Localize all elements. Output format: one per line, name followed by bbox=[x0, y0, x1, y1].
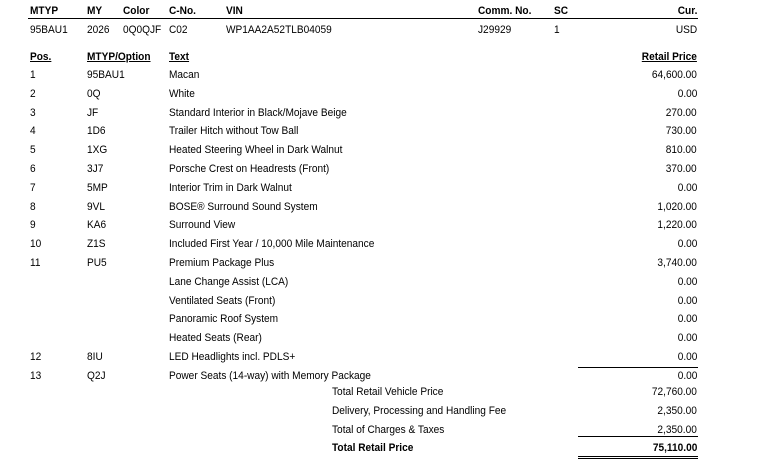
header-label-currency: Cur. bbox=[677, 5, 697, 17]
total-retail-vehicle-price-value: 72,760.00 bbox=[651, 386, 697, 398]
header-label-color: Color bbox=[123, 5, 150, 17]
row-description: Heated Seats (Rear) bbox=[169, 332, 262, 344]
row-pos: 8 bbox=[30, 201, 36, 213]
delivery-fee-label: Delivery, Processing and Handling Fee bbox=[332, 405, 507, 417]
header-value-comm-no: J29929 bbox=[478, 24, 512, 36]
row-retail-price: 0.00 bbox=[677, 182, 697, 194]
row-option-code: 95BAU1 bbox=[87, 69, 125, 81]
column-header-retail-price: Retail Price bbox=[641, 51, 697, 63]
row-retail-price: 370.00 bbox=[666, 163, 697, 175]
row-retail-price: 1,220.00 bbox=[657, 219, 697, 231]
header-label-cno: C-No. bbox=[169, 5, 196, 17]
row-description: Panoramic Roof System bbox=[169, 313, 279, 325]
total-double-rule-top bbox=[578, 456, 698, 457]
row-retail-price: 3,740.00 bbox=[657, 257, 697, 269]
header-label-mtyp: MTYP bbox=[30, 5, 59, 17]
charges-taxes-value: 2,350.00 bbox=[657, 424, 697, 436]
row-description: Ventilated Seats (Front) bbox=[169, 295, 276, 307]
row-retail-price: 0.00 bbox=[677, 351, 697, 363]
row-retail-price: 0.00 bbox=[677, 295, 697, 307]
row-pos: 3 bbox=[30, 107, 36, 119]
row-pos: 13 bbox=[30, 370, 42, 382]
row-pos: 9 bbox=[30, 219, 36, 231]
row-description: Trailer Hitch without Tow Ball bbox=[169, 125, 299, 137]
row-retail-price: 64,600.00 bbox=[651, 69, 697, 81]
row-retail-price: 270.00 bbox=[666, 107, 697, 119]
row-pos: 1 bbox=[30, 69, 36, 81]
row-description: Standard Interior in Black/Mojave Beige bbox=[169, 107, 347, 119]
header-rule bbox=[28, 18, 698, 19]
row-option-code: 9VL bbox=[87, 201, 106, 213]
header-value-mtyp: 95BAU1 bbox=[30, 24, 68, 36]
header-value-currency: USD bbox=[675, 24, 697, 36]
row-pos: 7 bbox=[30, 182, 36, 194]
charges-rule bbox=[578, 436, 698, 437]
row-description: White bbox=[169, 88, 195, 100]
row-option-code: Q2J bbox=[87, 370, 106, 382]
row-pos: 12 bbox=[30, 351, 42, 363]
header-label-vin: VIN bbox=[226, 5, 243, 17]
row-description: Interior Trim in Dark Walnut bbox=[169, 182, 292, 194]
row-retail-price: 0.00 bbox=[677, 332, 697, 344]
row-retail-price: 0.00 bbox=[677, 313, 697, 325]
row-description: Heated Steering Wheel in Dark Walnut bbox=[169, 144, 343, 156]
row-pos: 2 bbox=[30, 88, 36, 100]
row-retail-price: 730.00 bbox=[666, 125, 697, 137]
column-header-pos: Pos. bbox=[30, 51, 52, 63]
header-value-my: 2026 bbox=[87, 24, 110, 36]
header-value-vin: WP1AA2A52TLB04059 bbox=[226, 24, 332, 36]
header-label-my: MY bbox=[87, 5, 103, 17]
row-description: BOSE® Surround Sound System bbox=[169, 201, 318, 213]
header-value-color: 0Q0QJF bbox=[123, 24, 162, 36]
row-option-code: Z1S bbox=[87, 238, 106, 250]
row-option-code: 5MP bbox=[87, 182, 108, 194]
row-description: Porsche Crest on Headrests (Front) bbox=[169, 163, 330, 175]
row-pos: 10 bbox=[30, 238, 42, 250]
header-label-sc: SC bbox=[554, 5, 569, 17]
column-header-option: MTYP/Option bbox=[87, 51, 151, 63]
charges-taxes-label: Total of Charges & Taxes bbox=[332, 424, 445, 436]
row-retail-price: 0.00 bbox=[677, 238, 697, 250]
row-option-code: 0Q bbox=[87, 88, 101, 100]
row-retail-price: 810.00 bbox=[666, 144, 697, 156]
row-description: LED Headlights incl. PDLS+ bbox=[169, 351, 296, 363]
row-option-code: 1XG bbox=[87, 144, 108, 156]
row-option-code: 1D6 bbox=[87, 125, 106, 137]
row-option-code: KA6 bbox=[87, 219, 107, 231]
delivery-fee-value: 2,350.00 bbox=[657, 405, 697, 417]
row-option-code: JF bbox=[87, 107, 99, 119]
row-description: Power Seats (14-way) with Memory Package bbox=[169, 370, 371, 382]
row-retail-price: 0.00 bbox=[677, 88, 697, 100]
row-pos: 5 bbox=[30, 144, 36, 156]
row-retail-price: 0.00 bbox=[677, 370, 697, 382]
total-retail-price-label: Total Retail Price bbox=[332, 442, 414, 454]
header-label-comm-no: Comm. No. bbox=[478, 5, 532, 17]
total-retail-vehicle-price-label: Total Retail Vehicle Price bbox=[332, 386, 444, 398]
header-value-cno: C02 bbox=[169, 24, 188, 36]
row-description: Included First Year / 10,000 Mile Maintenance bbox=[169, 238, 375, 250]
row-pos: 4 bbox=[30, 125, 36, 137]
row-description: Lane Change Assist (LCA) bbox=[169, 276, 289, 288]
subtotal-rule bbox=[578, 367, 698, 368]
row-retail-price: 1,020.00 bbox=[657, 201, 697, 213]
row-option-code: 3J7 bbox=[87, 163, 104, 175]
row-description: Premium Package Plus bbox=[169, 257, 275, 269]
row-option-code: 8IU bbox=[87, 351, 103, 363]
row-retail-price: 0.00 bbox=[677, 276, 697, 288]
total-retail-price-value: 75,110.00 bbox=[652, 442, 697, 454]
row-option-code: PU5 bbox=[87, 257, 107, 269]
total-double-rule-bottom bbox=[578, 458, 698, 459]
row-pos: 11 bbox=[30, 257, 41, 269]
row-pos: 6 bbox=[30, 163, 36, 175]
column-header-text: Text bbox=[169, 51, 190, 63]
row-description: Surround View bbox=[169, 219, 236, 231]
header-value-sc: 1 bbox=[554, 24, 560, 36]
row-description: Macan bbox=[169, 69, 200, 81]
